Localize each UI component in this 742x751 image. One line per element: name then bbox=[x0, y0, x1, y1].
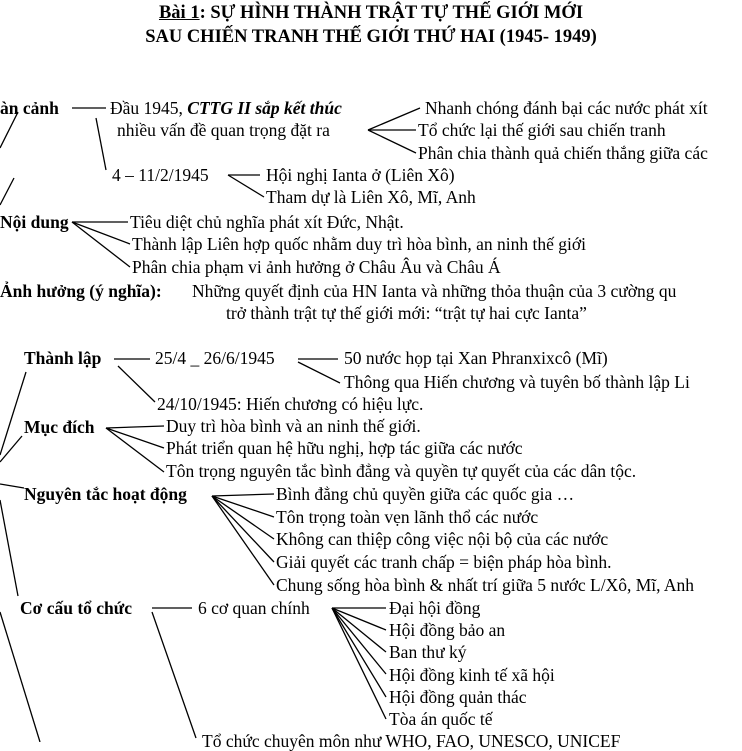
founding-event: Thông qua Hiến chương và tuyên bố thành lập Li bbox=[344, 372, 690, 392]
context-label: àn cảnh bbox=[0, 98, 59, 118]
conference-date: 4 – 11/2/1945 bbox=[112, 165, 209, 185]
impact-line-1: Những quyết định của HN Ianta và những thỏa thuận của 3 cường qu bbox=[192, 281, 677, 301]
issue-item: Tổ chức lại thế giới sau chiến tranh bbox=[418, 120, 666, 140]
purpose-item: Phát triển quan hệ hữu nghị, hợp tác giữa các nước bbox=[166, 438, 523, 458]
principle-item: Bình đẳng chủ quyền giữa các quốc gia … bbox=[276, 484, 575, 504]
issue-item: Nhanh chóng đánh bại các nước phát xít bbox=[425, 98, 708, 118]
context-line-2: nhiều vấn đề quan trọng đặt ra bbox=[117, 120, 330, 140]
founding-date: 25/4 _ 26/6/1945 bbox=[155, 348, 275, 368]
content-item: Thành lập Liên hợp quốc nhằm duy trì hòa bình, an ninh thế giới bbox=[132, 234, 586, 254]
issue-item: Phân chia thành quả chiến thắng giữa các bbox=[418, 143, 708, 163]
principle-item: Chung sống hòa bình & nhất trí giữa 5 nước L/Xô, Mĩ, Anh bbox=[276, 575, 695, 595]
organ-item: Tòa án quốc tế bbox=[389, 709, 493, 729]
founding-label: Thành lập bbox=[24, 348, 102, 368]
organ-item: Ban thư ký bbox=[389, 642, 467, 662]
organ-item: Đại hội đồng bbox=[389, 598, 481, 618]
purpose-label: Mục đích bbox=[24, 417, 95, 437]
content-item: Phân chia phạm vi ảnh hưởng ở Châu Âu và Châu Á bbox=[132, 257, 501, 277]
specialized-agencies: Tổ chức chuyên môn như WHO, FAO, UNESCO, UNICEF bbox=[202, 731, 621, 751]
principles-label: Nguyên tắc hoạt động bbox=[24, 484, 187, 504]
impact-label: Ảnh hưởng (ý nghĩa): bbox=[0, 281, 162, 301]
page-title-line-2: SAU CHIẾN TRANH THẾ GIỚI THỨ HAI (1945- 1949) bbox=[145, 27, 597, 47]
conference-item: Tham dự là Liên Xô, Mĩ, Anh bbox=[266, 187, 476, 207]
organ-item: Hội đồng kinh tế xã hội bbox=[389, 665, 555, 685]
title-rest: : SỰ HÌNH THÀNH TRẬT TỰ THẾ GIỚI MỚI bbox=[199, 3, 584, 23]
conference-item: Hội nghị Ianta ở (Liên Xô) bbox=[266, 165, 455, 185]
organ-item: Hội đồng quản thác bbox=[389, 687, 527, 707]
context-war-ending: CTTG II sắp kết thúc bbox=[187, 98, 342, 118]
content-label: Nội dung bbox=[0, 212, 69, 232]
lesson-number: Bài 1 bbox=[158, 3, 200, 23]
context-line-1 bbox=[110, 98, 342, 118]
principle-item: Tôn trọng toàn vẹn lãnh thổ các nước bbox=[276, 507, 539, 527]
principle-item: Giải quyết các tranh chấp = biện pháp hòa bình. bbox=[276, 552, 612, 572]
principle-item: Không can thiệp công việc nội bộ của các nước bbox=[276, 529, 609, 549]
main-organs-label: 6 cơ quan chính bbox=[198, 598, 310, 618]
organ-item: Hội đồng bảo an bbox=[389, 620, 506, 640]
content-item: Tiêu diệt chủ nghĩa phát xít Đức, Nhật. bbox=[130, 212, 404, 232]
founding-event: 50 nước họp tại Xan Phranxixcô (Mĩ) bbox=[344, 348, 608, 368]
purpose-item: Tôn trọng nguyên tắc bình đẳng và quyền tự quyết của các dân tộc. bbox=[166, 461, 637, 481]
structure-label: Cơ cấu tổ chức bbox=[20, 598, 133, 618]
purpose-item: Duy trì hòa bình và an ninh thế giới. bbox=[166, 416, 421, 436]
context-date: Đầu 1945, bbox=[110, 98, 188, 118]
impact-line-2: trở thành trật tự thế giới mới: “trật tự hai cực Ianta” bbox=[226, 303, 587, 323]
charter-effective: 24/10/1945: Hiến chương có hiệu lực. bbox=[157, 394, 424, 414]
